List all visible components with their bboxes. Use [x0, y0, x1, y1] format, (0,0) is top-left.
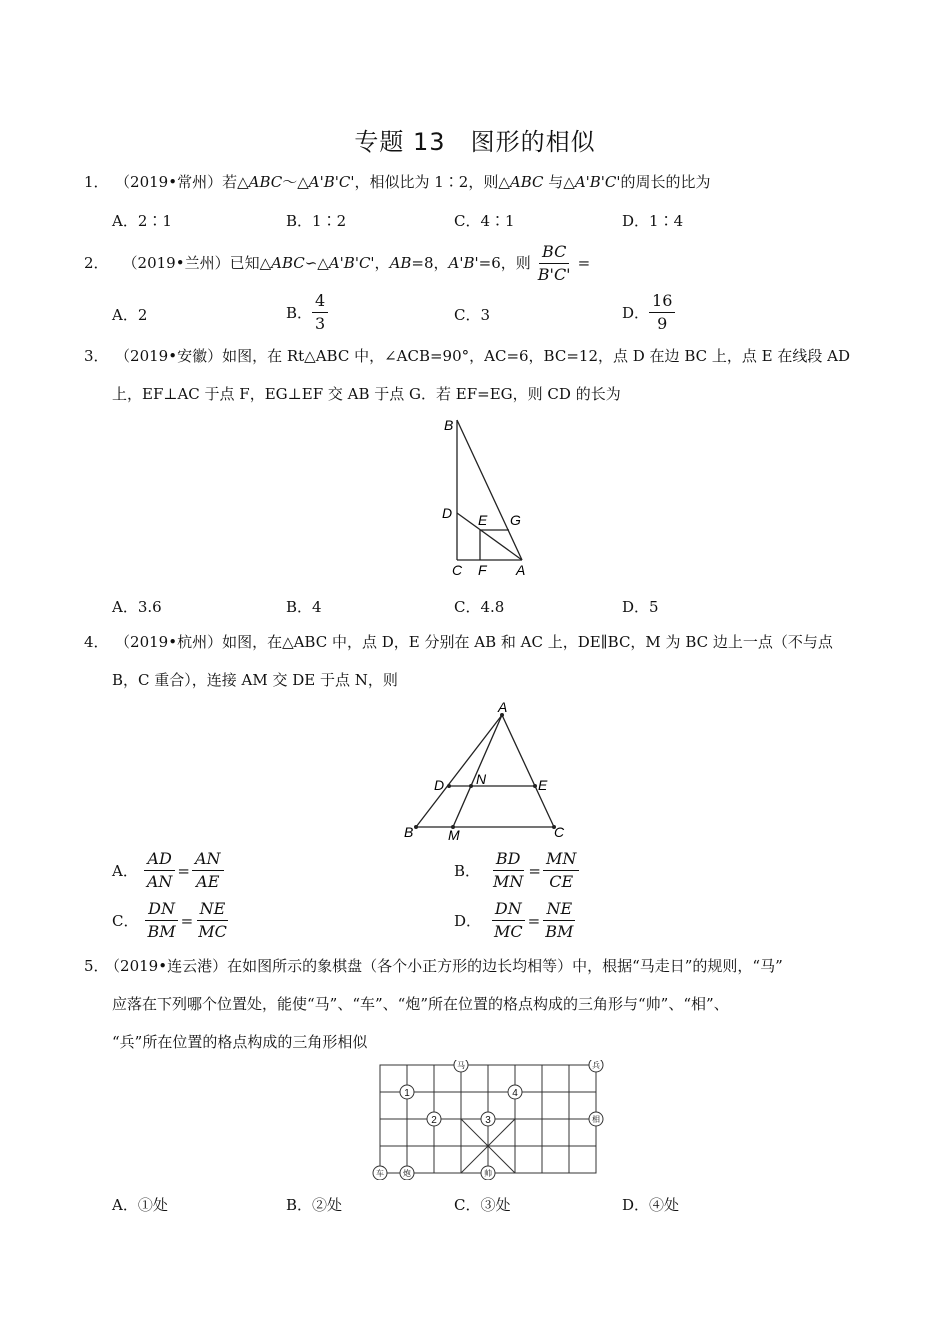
- question-1: 1． （2019•常州）若△ABC～△A'B'C'，相似比为 1∶2，则△ABC 与△A'B'C'的周长的比为: [84, 173, 711, 191]
- q5-option-b[interactable]: B．②处: [286, 1196, 343, 1214]
- q5-option-d[interactable]: D．④处: [622, 1196, 680, 1214]
- label-a: A: [516, 562, 526, 578]
- label-g: G: [510, 512, 521, 528]
- label-c: C: [452, 562, 463, 578]
- question-2: 2． （2019•兰州）已知△ ABC ∽△ A'B'C' ， AB =8， A'B' =6，则 $\frac{BC}{B'C'}$ =: [84, 241, 591, 284]
- label-a: A: [498, 700, 508, 715]
- piece-xiang: 相: [592, 1115, 600, 1124]
- label-m: M: [448, 827, 460, 843]
- question-3: 3． （2019•安徽）如图，在 Rt△ABC 中，∠ACB=90°，AC=6，BC=12，点 D 在边 BC 上，点 E 在线段 AD: [84, 347, 850, 365]
- q1-option-a[interactable]: A．2∶1: [112, 212, 172, 230]
- q2-option-d[interactable]: D． $\frac{16}{9}$: [622, 290, 675, 335]
- q4-option-a[interactable]: A． $\frac{AD}{AN}$ = $\frac{AN}{AE}$: [112, 848, 224, 893]
- q3-option-b[interactable]: B．4: [286, 598, 322, 616]
- mark-4: 4: [512, 1088, 518, 1099]
- q4-option-b[interactable]: B． $\frac{BD}{MN}$ = $\frac{MN}{CE}$: [454, 848, 579, 893]
- piece-ma: 马: [457, 1061, 465, 1070]
- q1-option-d[interactable]: D．1∶4: [622, 212, 684, 230]
- q2-option-a[interactable]: A．2: [112, 306, 148, 324]
- q1-option-b[interactable]: B．1∶2: [286, 212, 347, 230]
- label-e: E: [478, 512, 488, 528]
- question-number: 1．: [84, 173, 109, 191]
- question-4: 4． （2019•杭州）如图，在△ABC 中，点 D，E 分别在 AB 和 AC 上，DE∥BC，M 为 BC 边上一点（不与点: [84, 633, 833, 651]
- question-5-line-3: “兵”所在位置的格点构成的三角形相似: [112, 1033, 368, 1051]
- q5-option-a[interactable]: A．①处: [112, 1196, 168, 1214]
- q3-option-c[interactable]: C．4.8: [454, 598, 505, 616]
- q1-option-c[interactable]: C．4∶1: [454, 212, 515, 230]
- q3-figure: [430, 410, 540, 580]
- label-c: C: [554, 824, 565, 840]
- mark-1: 1: [404, 1088, 410, 1099]
- q5-option-c[interactable]: C．③处: [454, 1196, 511, 1214]
- piece-bing: 兵: [592, 1061, 600, 1070]
- page-title: 专题 13 图形的相似: [354, 128, 596, 156]
- label-d: D: [442, 505, 453, 521]
- label-n: N: [476, 771, 487, 787]
- fraction-bc-over-bpcp: $\frac{BC}{B'C'}$: [537, 241, 571, 284]
- q4-option-d[interactable]: D． $\frac{DN}{MC}$ = $\frac{NE}{BM}$: [454, 899, 574, 941]
- q2-option-b[interactable]: B． $\frac{4}{3}$: [286, 290, 328, 335]
- mark-2: 2: [431, 1115, 437, 1126]
- question-5-line-2: 应落在下列哪个位置处，能使“马”、“车”、“炮”所在位置的格点构成的三角形与“帅”、“相”、: [112, 995, 729, 1013]
- question-4-line-2: B，C 重合），连接 AM 交 DE 于点 N，则: [112, 671, 398, 689]
- q3-option-a[interactable]: A．3.6: [112, 598, 162, 616]
- label-d: D: [434, 777, 445, 793]
- label-b: B: [444, 417, 454, 433]
- q4-option-c[interactable]: C． $\frac{DN}{BM}$ = $\frac{NE}{MC}$: [112, 899, 227, 941]
- piece-shuai: 帅: [484, 1169, 492, 1178]
- label-e: E: [538, 777, 548, 793]
- xiangqi-board: [370, 1060, 610, 1180]
- q3-option-d[interactable]: D．5: [622, 598, 659, 616]
- question-3-line-2: 上，EF⊥AC 于点 F，EG⊥EF 交 AB 于点 G．若 EF=EG，则 CD 的长为: [112, 385, 621, 403]
- q2-option-c[interactable]: C．3: [454, 306, 491, 324]
- label-b: B: [404, 824, 414, 840]
- question-5: 5． （2019•连云港）在如图所示的象棋盘（各个小正方形的边长均相等）中，根据“马走日”的规则，“马”: [84, 957, 783, 975]
- piece-che: 车: [376, 1169, 384, 1178]
- label-f: F: [478, 562, 487, 578]
- q4-figure: [398, 700, 573, 845]
- mark-3: 3: [485, 1115, 491, 1126]
- piece-pao: 炮: [403, 1169, 411, 1178]
